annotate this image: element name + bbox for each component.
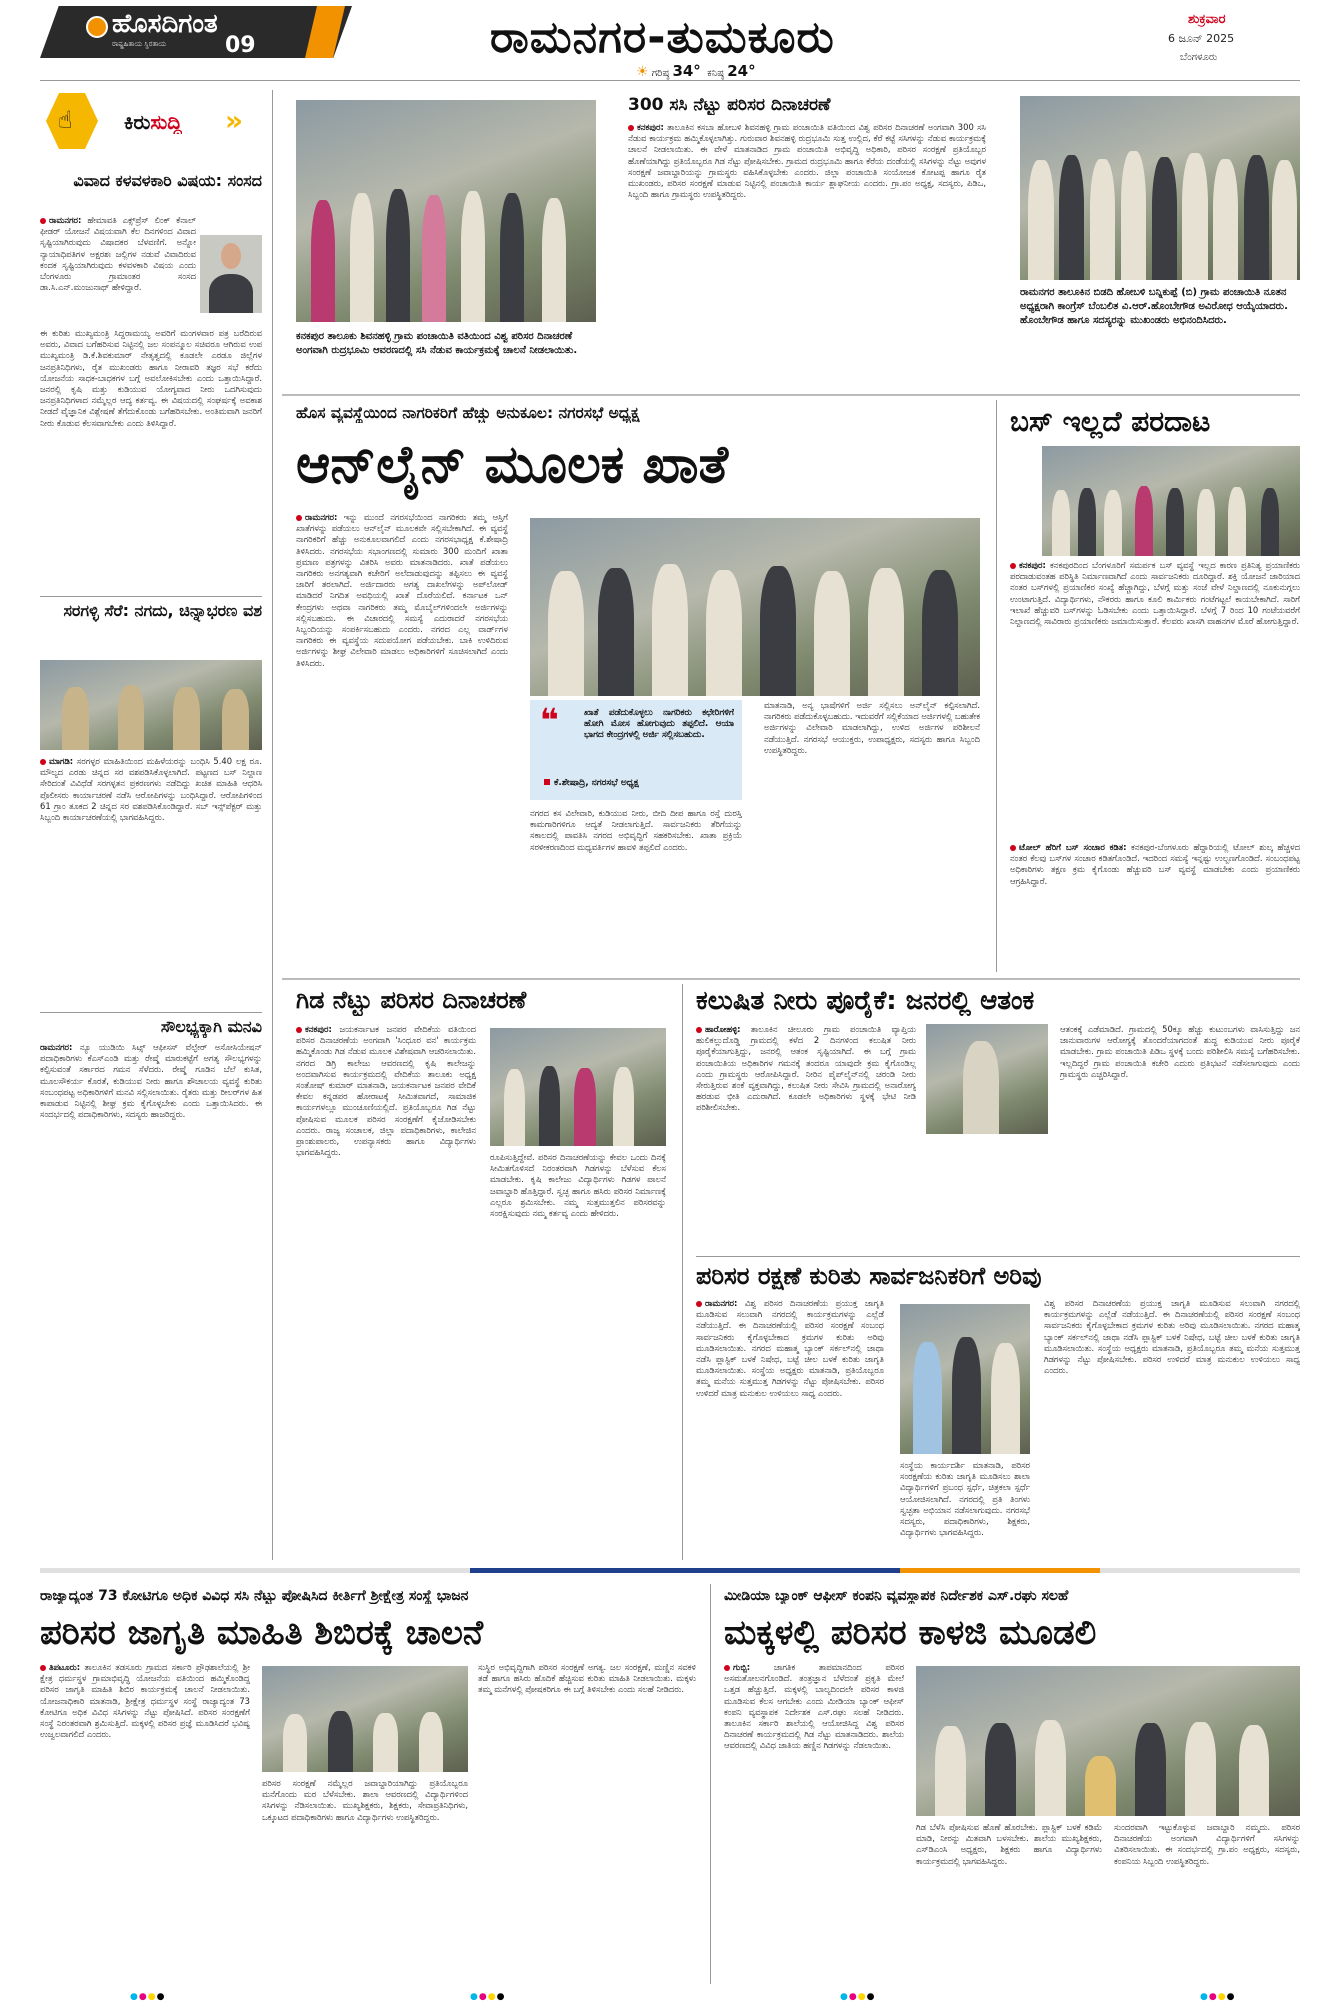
kids-body-2: ಗಿಡ ಬೆಳೆಸಿ ಪೋಷಿಸುವ ಹೊಣೆ ಹೊರಬೇಕು. ಪ್ಲಾಸ್ಟಿಕ್ ಬಳಕೆ ಕಡಿಮೆ ಮಾಡಿ, ನೀರನ್ನು ಮಿತವಾಗಿ ಬಳಸಬೇಕು. ಶಾಲೆಯ ಮುಖ್ಯಶಿಕ್ಷಕರು, ಎಸ್‌ಡಿಎಂಸಿ ಅಧ್ಯಕ್ಷರು, ಶಿಕ್ಷಕರು ಹಾಗೂ ವಿದ್ಯಾರ್ಥಿಗಳು ಕಾರ್ಯಕ್ರಮದಲ್ಲಿ ಭಾಗವಹಿಸಿದ್ದರು.	[916, 1822, 1102, 1866]
lead-body-3: ಮಾತನಾಡಿ, ಅನ್ಯ ಭಾಷೆಗಳಿಗೆ ಅರ್ಜಿ ಸಲ್ಲಿಸಲು ಅನ್‌ಲೈನ್ ಕಲ್ಪಿಸಲಾಗಿದೆ. ನಾಗರಿಕರು ಪಡೆದುಕೊಳ್ಳಬಹುದು. ಇದುವರೆಗೆ ಸಲ್ಲಿಕೆಯಾದ ಅರ್ಜಿಗಳಲ್ಲಿ ಬಹುತೇಕ ಅರ್ಜಿಗಳನ್ನು ವಿಲೇವಾರಿ ಮಾಡಲಾಗಿದ್ದು, ಉಳಿದ ಅರ್ಜಿಗಳ ಪರಿಶೀಲನೆ ನಡೆಯುತ್ತಿದೆ. ನಗರಸಭೆ ಆಯುಕ್ತರು, ಉಪಾಧ್ಯಕ್ಷರು, ಸದಸ್ಯರು ಹಾಗೂ ಸಿಬ್ಬಂದಿ ಉಪಸ್ಥಿತರಿದ್ದರು.	[764, 700, 980, 755]
color-bar-grey-2	[1100, 1568, 1300, 1573]
bus-dateline: ಕನಕಪುರ:	[1019, 560, 1046, 570]
edition-title: ರಾಮನಗರ-ತುಮಕೂರು	[490, 12, 835, 63]
kiru-story1-body: ಈ ಕುರಿತು ಮುಖ್ಯಮಂತ್ರಿ ಸಿದ್ದರಾಮಯ್ಯ ಅವರಿಗೆ ಮಂಗಳವಾರ ಪತ್ರ ಬರೆದಿರುವ ಅವರು, ವಿವಾದ ಬಗೆಹರಿಸುವ ನಿಟ್ಟಿನಲ್ಲಿ ಜಲ ಸಂಪನ್ಮೂಲ ಸಚಿವರೂ ಆಗಿರುವ ಉಪ ಮುಖ್ಯಮಂತ್ರಿ ಡಿ.ಕೆ.ಶಿವಕುಮಾರ್ ನೇತೃತ್ವದಲ್ಲಿ ಕೂಡಲೇ ಎರಡೂ ಜಿಲ್ಲೆಗಳ ಜನಪ್ರತಿನಿಧಿಗಳು, ರೈತ ಮುಖಂಡರು ಹಾಗೂ ನೀರಾವರಿ ತಜ್ಞರ ಸಭೆ ಕರೆದು ಯೋಜನೆಯ ಸಾಧಕ-ಬಾಧಕಗಳ ಬಗ್ಗೆ ಅವಲೋಕಿಸಬೇಕು ಎಂದು ಒತ್ತಾಯಿಸಿದ್ದಾರೆ. ಜನರಲ್ಲಿ ಕೃಷಿ ಮತ್ತು ಕುಡಿಯುವ ಯೋಗ್ಯವಾದ ನೀರು ಒದಗಿಸುವುದು ಜನಪ್ರತಿನಿಧಿಗಳಾದ ನಮ್ಮೆಲ್ಲರ ಆದ್ಯ ಕರ್ತವ್ಯ. ಈ ವಿಷಯದಲ್ಲಿ ಸಂಘರ್ಷಕ್ಕೆ ಅವಕಾಶ ನೀಡದೆ ವೈಜ್ಞಾನಿಕ ವಿಶ್ಲೇಷಣೆ ತೆಗೆದುಕೊಂಡು ಬಗೆಹರಿಸಬೇಕು. ಅಂತಿಮವಾಗಿ ಜನರಿಗೆ ನೀರು ಕೊಡುವ ಕೆಲಸವಾಗಬೇಕು ಎಂದು ತಿಳಿಸಿದ್ದಾರೆ.	[40, 328, 262, 428]
plant-headline[interactable]: ಗಿಡ ನೆಟ್ಟು ಪರಿಸರ ದಿನಾಚರಣೆ	[296, 986, 527, 1014]
registration-dots-4: ●●●●	[1200, 1992, 1236, 2002]
kiru-story3-dateline: ರಾಮನಗರ:	[40, 1042, 73, 1052]
kiru-story2-dateline: ಮಾಗಡಿ:	[49, 756, 74, 766]
bus-body-2	[1010, 842, 1300, 972]
lead-headline[interactable]: ಆನ್‌ಲೈನ್ ಮೂಲಕ ಖಾತೆ	[296, 435, 729, 495]
bus-text: ಕನಕಪುರದಿಂದ ಬೆಂಗಳೂರಿಗೆ ಸಮರ್ಪಕ ಬಸ್ ವ್ಯವಸ್ಥೆ ಇಲ್ಲದ ಕಾರಣ ಪ್ರತಿನಿತ್ಯ ಪ್ರಯಾಣಿಕರು ಪರದಾಡುವಂತಹ ಪರಿಸ್ಥಿತಿ ನಿರ್ಮಾಣವಾಗಿದೆ ಎಂದು ಸಾರ್ವಜನಿಕರು ದೂರಿದ್ದಾರೆ. ಶಕ್ತಿ ಯೋಜನೆ ಜಾರಿಯಾದ ನಂತರ ಬಸ್‌ಗಳಲ್ಲಿ ಪ್ರಯಾಣಿಕರ ಸಂಖ್ಯೆ ಹೆಚ್ಚಾಗಿದ್ದು, ಬೆಳಗ್ಗೆ ಮತ್ತು ಸಂಜೆ ವೇಳೆ ನಿಲ್ದಾಣದಲ್ಲಿ ನೂಕುನುಗ್ಗಲು ಉಂಟಾಗುತ್ತಿದೆ. ವಿದ್ಯಾರ್ಥಿಗಳು, ನೌಕರರು ಹಾಗೂ ಕೂಲಿ ಕಾರ್ಮಿಕರು ಗಂಟೆಗಟ್ಟಲೆ ಕಾಯಬೇಕಾಗಿದೆ. ಸಾರಿಗೆ ಇಲಾಖೆ ಹೆಚ್ಚುವರಿ ಬಸ್‌ಗಳನ್ನು ಓಡಿಸಬೇಕು ಎಂದು ಒತ್ತಾಯಿಸಿದ್ದಾರೆ. ಬೆಳಗ್ಗೆ 7 ರಿಂದ 10 ಗಂಟೆಯವರೆಗೆ ನಿಲ್ದಾಣದಲ್ಲಿ ಸಾವಿರಾರು ಪ್ರಯಾಣಿಕರು ಜಮಾಯಿಸುತ್ತಾರೆ. ಕೆಲವರು ಖಾಸಗಿ ವಾಹನಗಳ ಮೊರೆ ಹೋಗುತ್ತಿದ್ದಾರೆ.	[1010, 560, 1300, 627]
police-press-photo	[40, 660, 262, 750]
plant-dateline: ಕನಕಪುರ:	[305, 1024, 332, 1034]
env-day-dateline: ಕನಕಪುರ:	[637, 122, 664, 132]
weather-strip	[636, 62, 756, 80]
square-bullet-icon	[544, 779, 550, 785]
chevron-right-icon: »	[225, 104, 244, 137]
kids-text: ಜಾಗತಿಕ ತಾಪಮಾನದಿಂದ ಪರಿಸರ ಅಸಮತೋಲನಗೊಂಡಿದೆ. ತಂತ್ರಜ್ಞಾನ ಬೆಳೆದಂತೆ ಪ್ರಕೃತಿ ಮೇಲೆ ಒತ್ತಡ ಹೆಚ್ಚುತ್ತಿದೆ. ಮಕ್ಕಳಲ್ಲಿ ಬಾಲ್ಯದಿಂದಲೇ ಪರಿಸರ ಕಾಳಜಿ ಮೂಡಿಸುವ ಕೆಲಸ ಆಗಬೇಕು ಎಂದು ಮೀಡಿಯಾ ಬ್ಯಾಂಕ್ ಆಫೀಸ್ ಕಂಪನಿ ವ್ಯವಸ್ಥಾಪಕ ನಿರ್ದೇಶಕ ಎಸ್.ರಘು ಸಲಹೆ ನೀಡಿದರು. ತಾಲೂಕಿನ ಸರ್ಕಾರಿ ಶಾಲೆಯಲ್ಲಿ ಆಯೋಜಿಸಿದ್ದ ವಿಶ್ವ ಪರಿಸರ ದಿನಾಚರಣೆ ಕಾರ್ಯಕ್ರಮದಲ್ಲಿ ಗಿಡ ನೆಟ್ಟು ಮಾತನಾಡಿದರು. ಶಾಲೆಯ ಆವರಣದಲ್ಲಿ ವಿವಿಧ ಜಾತಿಯ ಹಣ್ಣಿನ ಗಿಡಗಳನ್ನು ನೆಡಲಾಯಿತು.	[724, 1662, 904, 1751]
camp-body	[40, 1662, 250, 1980]
kiru-story3-text: ನ್ಯೂ ಯುಡಿಯಿ ಸಿಟ್ಸ್ ಆಫೀಸಸ್ ವೆಲ್ಫೇರ್ ಅಸೋಸಿಯೇಷನ್ ಪದಾಧಿಕಾರಿಗಳು ಕೆಎಸ್ಎಂಡಿ ಮತ್ತು ರೇಷ್ಮೆ ಮಾರುಕಟ್ಟೆಗೆ ಅಗತ್ಯ ಸೌಲಭ್ಯಗಳನ್ನು ಕಲ್ಪಿಸುವಂತೆ ಸರ್ಕಾರದ ಗಮನ ಸೆಳೆದರು. ರೇಷ್ಮೆ ಗೂಡಿನ ಬೆಲೆ ಕುಸಿತ, ಮೂಲಸೌಕರ್ಯ ಕೊರತೆ, ಕುಡಿಯುವ ನೀರು ಹಾಗೂ ಶೌಚಾಲಯ ವ್ಯವಸ್ಥೆ ಕುರಿತು ಸಂಬಂಧಪಟ್ಟ ಅಧಿಕಾರಿಗಳಿಗೆ ಮನವಿ ಸಲ್ಲಿಸಲಾಯಿತು. ರೈತರು ಮತ್ತು ರೀಲರ್‌ಗಳ ಹಿತ ಕಾಪಾಡುವ ನಿಟ್ಟಿನಲ್ಲಿ ಶೀಘ್ರ ಕ್ರಮ ಕೈಗೊಳ್ಳಬೇಕು ಎಂದು ಒತ್ತಾಯಿಸಿದರು. ಈ ಸಂದರ್ಭದಲ್ಲಿ ಪದಾಧಿಕಾರಿಗಳು, ಸದಸ್ಯರು ಹಾಜರಿದ್ದರು.	[40, 1042, 262, 1120]
registration-dots-2: ●●●●	[470, 1992, 506, 2002]
water-headline[interactable]: ಕಲುಷಿತ ನೀರು ಪೂರೈಕೆ: ಜನರಲ್ಲಿ ಆತಂಕ	[696, 986, 1035, 1016]
kiru-story1-lead	[40, 215, 196, 325]
kiru-story3-body	[40, 1042, 262, 1562]
water-body	[696, 1024, 916, 1254]
plant-text: ಜಯಕರ್ನಾಟಕ ಜನಪರ ವೇದಿಕೆಯ ವತಿಯಿಂದ ಪರಿಸರ ದಿನಾಚರಣೆಯ ಅಂಗವಾಗಿ 'ಸಿಂಧೂರ ವನ' ಕಾರ್ಯಕ್ರಮ ಹಮ್ಮಿಕೊಂಡು ಗಿಡ ನೆಡುವ ಮೂಲಕ ವಿಶೇಷವಾಗಿ ಆಚರಿಸಲಾಯಿತು. ನಗರದ ಡಿಗ್ರಿ ಕಾಲೇಜು ಆವರಣದಲ್ಲಿ ಕೃಷಿ ಕಾಲೇಜನ್ನು ಅಂದವಾಗಿಸುವ ಕಾರ್ಯಕ್ರಮದಲ್ಲಿ ವೇದಿಕೆಯ ತಾಲೂಕು ಅಧ್ಯಕ್ಷ ಸಂತೋಷ್ ಕುಮಾರ್ ಮಾತನಾಡಿ, ಜಯಕರ್ನಾಟಕ ಜನಪರ ವೇದಿಕೆ ಕೇವಲ ಕನ್ನಡಪರ ಹೋರಾಟಕ್ಕೆ ಸೀಮಿತವಾಗದೆ, ಸಾಮಾಜಿಕ ಕಾರ್ಯಗಳಲ್ಲೂ ಮುಂಚೂಣಿಯಲ್ಲಿದೆ. ಪ್ರತಿಯೊಬ್ಬರೂ ಗಿಡ ನೆಟ್ಟು ಪೋಷಿಸುವ ಮೂಲಕ ಪರಿಸರ ಸಂರಕ್ಷಣೆಗೆ ಕೈಜೋಡಿಸಬೇಕು ಎಂದರು. ರಾಜ್ಯ ಸಂಚಾಲಕ, ಜಿಲ್ಲಾ ಪದಾಧಿಕಾರಿಗಳು, ಕಾಲೇಜಿನ ಪ್ರಾಂಶುಪಾಲರು, ಉಪನ್ಯಾಸಕರು ಹಾಗೂ ವಿದ್ಯಾರ್ಥಿಗಳು ಭಾಗವಹಿಸಿದ್ದರು.	[296, 1024, 476, 1158]
camp-headline[interactable]: ಪರಿಸರ ಜಾಗೃತಿ ಮಾಹಿತಿ ಶಿಬಿರಕ್ಕೆ ಚಾಲನೆ	[40, 1613, 484, 1653]
kiru-divider-1	[40, 596, 262, 597]
kids-body-3: ಸುಂದರವಾಗಿ ಇಟ್ಟುಕೊಳ್ಳುವ ಜವಾಬ್ದಾರಿ ನಮ್ಮದು. ಪರಿಸರ ದಿನಾಚರಣೆಯ ಅಂಗವಾಗಿ ವಿದ್ಯಾರ್ಥಿಗಳಿಗೆ ಸಸಿಗಳನ್ನು ವಿತರಿಸಲಾಯಿತು. ಈ ಸಂದರ್ಭದಲ್ಲಿ ಗ್ರಾ.ಪಂ ಅಧ್ಯಕ್ಷರು, ಸದಸ್ಯರು, ಕಂಪನಿಯ ಸಿಬ್ಬಂದಿ ಉಪಸ್ಥಿತರಿದ್ದರು.	[1114, 1822, 1300, 1866]
kiru-story2-text: ಸರಗಳ್ಳರ ಮಾಹಿತಿಯಿಂದ ಮಹಿಳೆಯರನ್ನು ಬಂಧಿಸಿ 5.40 ಲಕ್ಷ ರೂ. ಮೌಲ್ಯದ ಎರಡು ಚಿನ್ನದ ಸರ ವಶಪಡಿಸಿಕೊಳ್ಳಲಾಗಿದೆ. ಪಟ್ಟಣದ ಬಸ್ ನಿಲ್ದಾಣ ಸೇರಿದಂತೆ ವಿವಿಧೆಡೆ ಸರಗಳ್ಳತನ ಪ್ರಕರಣಗಳು ನಡೆದಿದ್ದು ಖಚಿತ ಮಾಹಿತಿ ಆಧರಿಸಿ ಪೊಲೀಸರು ಕಾರ್ಯಾಚರಣೆ ನಡೆಸಿ ಆರೋಪಿಗಳನ್ನು ಬಂಧಿಸಿದ್ದಾರೆ. ಆರೋಪಿಗಳಿಂದ 61 ಗ್ರಾಂ ತೂಕದ 2 ಚಿನ್ನದ ಸರ ವಶಪಡಿಸಿಕೊಂಡಿದ್ದಾರೆ. ಸಬ್ ಇನ್ಸ್‌ಪೆಕ್ಟರ್ ಮತ್ತು ಸಿಬ್ಬಂದಿ ಕಾರ್ಯಾಚರಣೆಯಲ್ಲಿ ಭಾಗವಹಿಸಿದ್ದರು.	[40, 756, 262, 823]
water-dateline: ಹಾರೋಹಳ್ಳಿ:	[705, 1024, 741, 1034]
camp-text: ತಾಲೂಕಿನ ತಡಸೂರು ಗ್ರಾಮದ ಸರ್ಕಾರಿ ಪ್ರೌಢಶಾಲೆಯಲ್ಲಿ ಶ್ರೀ ಕ್ಷೇತ್ರ ಧರ್ಮಸ್ಥಳ ಗ್ರಾಮಾಭಿವೃದ್ಧಿ ಯೋಜನೆಯ ವತಿಯಿಂದ ಹಮ್ಮಿಕೊಂಡಿದ್ದ ಪರಿಸರ ಜಾಗೃತಿ ಮಾಹಿತಿ ಶಿಬಿರ ಕಾರ್ಯಕ್ರಮಕ್ಕೆ ಚಾಲನೆ ನೀಡಲಾಯಿತು. ಯೋಜನಾಧಿಕಾರಿ ಮಾತನಾಡಿ, ಶ್ರೀಕ್ಷೇತ್ರ ಧರ್ಮಸ್ಥಳ ಸಂಸ್ಥೆ ರಾಜ್ಯಾದ್ಯಂತ 73 ಕೋಟಿಗೂ ಅಧಿಕ ವಿವಿಧ ಸಸಿಗಳನ್ನು ನೆಟ್ಟು ಪೋಷಿಸಿದೆ. ಪರಿಸರ ಸಂರಕ್ಷಣೆಗೆ ಸಂಸ್ಥೆ ನಿರಂತರವಾಗಿ ಶ್ರಮಿಸುತ್ತಿದೆ. ಮಕ್ಕಳಲ್ಲಿ ಪರಿಸರ ಪ್ರಜ್ಞೆ ಮೂಡಿಸಿದರೆ ಭವಿಷ್ಯ ಉಜ್ವಲವಾಗಲಿದೆ ಎಂದರು.	[40, 1662, 250, 1740]
quote-icon: ❝	[540, 701, 559, 739]
kiru-story2-headline[interactable]: ಸರಗಳ್ಳಿ ಸೆರೆ: ನಗದು, ಚಿನ್ನಾಭರಣ ವಶ	[63, 601, 262, 620]
awareness-caption-text: ಸಂಸ್ಥೆಯ ಕಾರ್ಯದರ್ಶಿ ಮಾತನಾಡಿ, ಪರಿಸರ ಸಂರಕ್ಷಣೆಯ ಕುರಿತು ಜಾಗೃತಿ ಮೂಡಿಸಲು ಶಾಲಾ ವಿದ್ಯಾರ್ಥಿಗಳಿಗೆ ಪ್ರಬಂಧ ಸ್ಪರ್ಧೆ, ಚಿತ್ರಕಲಾ ಸ್ಪರ್ಧೆ ಆಯೋಜಿಸಲಾಗಿದೆ. ನಗರದಲ್ಲಿ ಪ್ರತಿ ತಿಂಗಳು ಸ್ವಚ್ಛತಾ ಅಭಿಯಾನ ನಡೆಸಲಾಗುವುದು. ನಗರಸಭೆ ಸದಸ್ಯರು, ಪದಾಧಿಕಾರಿಗಳು, ಶಿಕ್ಷಕರು, ವಿದ್ಯಾರ್ಥಿಗಳು ಭಾಗವಹಿಸಿದ್ದರು.	[900, 1460, 1030, 1538]
kiru-title-a: ಕಿರು	[124, 110, 151, 134]
plant-right-divider	[682, 984, 683, 1560]
page-number: 09	[225, 33, 256, 58]
kiru-story3-headline[interactable]: ಸೌಲಭ್ಯಕ್ಕಾಗಿ ಮನವಿ	[160, 1017, 262, 1036]
registration-dots-1: ●●●●	[130, 1992, 166, 2002]
awareness-headline[interactable]: ಪರಿಸರ ರಕ್ಷಣೆ ಕುರಿತು ಸಾರ್ವಜನಿಕರಿಗೆ ಅರಿವು	[696, 1262, 1042, 1290]
honor-caption: ರಾಮನಗರ ತಾಲೂಕಿನ ಬಿಡದಿ ಹೋಬಳಿ ಬನ್ನಿಕುಪ್ಪೆ (ಬಿ) ಗ್ರಾಮ ಪಂಚಾಯಿತಿ ನೂತನ ಅಧ್ಯಕ್ಷರಾಗಿ ಕಾಂಗ್ರೆಸ್ ಬೆಂಬಲಿತ ವಿ.ಆರ್.ಹೊಂಬೇಗೌಡ ಅವಿರೋಧ ಆಯ್ಕೆಯಾದರು. ಹೊಂಬೇಗೌಡ ಹಾಗೂ ಸದಸ್ಯರನ್ನು ಮುಖಂಡರು ಅಭಿನಂದಿಸಿದರು.	[1020, 287, 1288, 326]
water-body-2: ಆತಂಕಕ್ಕೆ ಎಡೆಮಾಡಿದೆ. ಗ್ರಾಮದಲ್ಲಿ 50ಕ್ಕೂ ಹೆಚ್ಚು ಕುಟುಂಬಗಳು ವಾಸಿಸುತ್ತಿದ್ದು ಜನ ಜಾನುವಾರುಗಳ ಆರೋಗ್ಯಕ್ಕೆ ತೊಂದರೆಯಾಗದಂತೆ ಶುದ್ಧ ಕುಡಿಯುವ ನೀರು ಪೂರೈಕೆ ಮಾಡಬೇಕು. ಗ್ರಾಮ ಪಂಚಾಯಿತಿ ಪಿಡಿಒ ಸ್ಥಳಕ್ಕೆ ಬಂದು ಪರಿಶೀಲಿಸಿ ಸಮಸ್ಯೆ ಬಗೆಹರಿಸಬೇಕು. ಇಲ್ಲದಿದ್ದರೆ ಗ್ರಾಮ ಪಂಚಾಯಿತಿ ಕಚೇರಿ ಎದುರು ಪ್ರತಿಭಟನೆ ನಡೆಸಲಾಗುವುದು ಎಂದು ಗ್ರಾಮಸ್ಥರು ಎಚ್ಚರಿಸಿದ್ದಾರೆ.	[1060, 1024, 1300, 1079]
column-divider-left	[272, 90, 273, 1560]
camp-photo	[262, 1666, 468, 1772]
env-day-body	[628, 122, 986, 387]
env-day-headline[interactable]: 300 ಸಸಿ ನೆಟ್ಟು ಪರಿಸರ ದಿನಾಚರಣೆ	[628, 95, 831, 115]
kiru-title-b: ಸುದ್ದಿ	[150, 110, 183, 134]
paper-tagline: ರಾಷ್ಟ್ರಹಿತಾಯ ಸ್ಥಿರತಾಯ	[112, 40, 167, 48]
bus-subhead: ಟೋಲ್ ಹೆರಿಗೆ ಬಸ್ ಸಂಚಾರ ಕಡಿತ:	[1019, 842, 1127, 852]
water-divider	[696, 1256, 1300, 1257]
hand-point-icon: ☝	[58, 106, 73, 134]
camp-dateline: ತಿಪಟೂರು:	[49, 1662, 81, 1672]
env-day-text: ತಾಲೂಕಿನ ಕಸಬಾ ಹೋಬಳಿ ಶಿವನಹಳ್ಳಿ ಗ್ರಾಮ ಪಂಚಾಯಿತಿ ವತಿಯಿಂದ ವಿಶ್ವ ಪರಿಸರ ದಿನಾಚರಣೆ ಅಂಗವಾಗಿ 300 ಸಸಿ ನೆಡುವ ಕಾರ್ಯಕ್ರಮ ಹಮ್ಮಿಕೊಳ್ಳಲಾಗಿತ್ತು. ಗುರುವಾರ ಶಿವನಹಳ್ಳಿ ರುದ್ರಭೂಮಿ ಸುತ್ತ ಉಲ್ಲಿದ, ಕೆರೆ ಕಟ್ಟೆ ಸಸಿಗಳನ್ನು ನೆಡುವ ಕಾರ್ಯಕ್ರಮಕ್ಕೆ ಚಾಲನೆ ನೀಡಲಾಯಿತು. ಈ ವೇಳೆ ಮಾತನಾಡಿದ ಗ್ರಾಮ ಪಂಚಾಯಿತಿ ಅಭಿವೃದ್ಧಿ ಅಧಿಕಾರಿ, ಪರಿಸರ ಸಂರಕ್ಷಣೆ ಪ್ರತಿಯೊಬ್ಬರ ಹೊಣೆಯಾಗಿದ್ದು ಪ್ರತಿಯೊಬ್ಬರೂ ಗಿಡ ನೆಟ್ಟು ಪೋಷಿಸಬೇಕು. ಗ್ರಾಮದ ರುದ್ರಭೂಮಿ ಹಾಗೂ ಕೆರೆಯ ದಂಡೆಯಲ್ಲಿ ಸಸಿಗಳನ್ನು ನೆಟ್ಟು ಅವುಗಳ ಸಂರಕ್ಷಣೆ ಜವಾಬ್ದಾರಿಯನ್ನು ಗ್ರಾಮಸ್ಥರು ವಹಿಸಿಕೊಳ್ಳಬೇಕು ಎಂದರು. ಜಿಲ್ಲಾ ಪಂಚಾಯಿತಿ ಸಂಯೋಜಕ ಕೋಟಪ್ಪ ಹಾಗೂ ರೈತ ಮುಖಂಡರು, ಪರಿಸರ ಸಂರಕ್ಷಣೆ ಮಾಡುವ ನಿಟ್ಟಿನಲ್ಲಿ ಪಂಚಾಯಿತಿ ಕಾರ್ಯ ಶ್ಲಾಘನೀಯ ಎಂದರು. ಗ್ರಾ.ಪಂ ಅಧ್ಯಕ್ಷ, ಸದಸ್ಯರು, ಪಿಡಿಒ, ಸಿಬ್ಬಂದಿ ಹಾಗೂ ಗ್ರಾಮಸ್ಥರು ಉಪಸ್ಥಿತರಿದ್ದರು.	[628, 122, 986, 200]
lead-right-divider	[996, 400, 997, 972]
lead-body-1-text: ಇನ್ನು ಮುಂದೆ ನಗರಸಭೆಯಿಂದ ನಾಗರಿಕರು ತಮ್ಮ ಆಸ್ತಿಗೆ ಖಾತೆಗಳನ್ನು ಪಡೆಯಲು ಆನ್‌ಲೈನ್ ಮೂಲಕವೇ ಸಲ್ಲಿಸಬೇಕಾಗಿದೆ. ಈ ವ್ಯವಸ್ಥೆ ನಾಗರಿಕರಿಗೆ ಹೆಚ್ಚು ಅನುಕೂಲವಾಗಲಿದೆ ಎಂದು ನಗರಸಭಾಧ್ಯಕ್ಷ ಕೆ.ಶೇಷಾದ್ರಿ ತಿಳಿಸಿದರು. ನಗರಸಭೆಯ ಸಭಾಂಗಣದಲ್ಲಿ ಸುಮಾರು 300 ಮಂದಿಗೆ ಖಾತಾ ಪ್ರಮಾಣ ಪತ್ರಗಳನ್ನು ವಿತರಿಸಿ ಅವರು ಮಾತನಾಡಿದರು. ಖಾತೆ ಪಡೆಯಲು ನಾಗರಿಕರು ಅನಗತ್ಯವಾಗಿ ಕಚೇರಿಗೆ ಅಲೆದಾಡುವುದನ್ನು ತಪ್ಪಿಸಲು ಈ ವ್ಯವಸ್ಥೆ ಜಾರಿಗೆ ತರಲಾಗಿದೆ. ಅರ್ಜಿದಾರರು ಅಗತ್ಯ ದಾಖಲೆಗಳನ್ನು ಅಪ್‌ಲೋಡ್ ಮಾಡಿದರೆ ನಿಗದಿತ ಅವಧಿಯಲ್ಲಿ ಖಾತೆ ದೊರೆಯಲಿದೆ. ಕರ್ನಾಟಕ ಒನ್ ಕೇಂದ್ರಗಳು ಅಥವಾ ನಾಗರಿಕರು ತಮ್ಮ ಮೊಬೈಲ್‌ಗಳಿಂದಲೇ ಅರ್ಜಿಗಳನ್ನು ಸಲ್ಲಿಸಬಹುದು. ಈ ವಿಚಾರದಲ್ಲಿ ಸಮಸ್ಯೆ ಎದುರಾದರೆ ನಗರಸಭೆಯ ಸಿಬ್ಬಂದಿಯನ್ನು ಸಂಪರ್ಕಿಸಬಹುದು ಎಂದರು. ನಗರದ ಎಲ್ಲ ವಾರ್ಡ್‌ಗಳ ನಾಗರಿಕರು ಈ ವ್ಯವಸ್ಥೆಯ ಸದುಪಯೋಗ ಪಡೆಯಬೇಕು. ಬಾಕಿ ಉಳಿದಿರುವ ಅರ್ಜಿಗಳನ್ನು ಶೀಘ್ರ ವಿಲೇವಾರಿ ಮಾಡಲು ಅಧಿಕಾರಿಗಳಿಗೆ ಸೂಚಿಸಲಾಗಿದೆ ಎಂದು ತಿಳಿಸಿದರು.	[296, 512, 508, 668]
bus-stand-crowd-photo	[1042, 446, 1300, 556]
kiru-divider-2	[40, 1012, 262, 1013]
plant-event-photo	[490, 1028, 666, 1146]
water-bottle-photo	[926, 1024, 1048, 1134]
awareness-body-2: ವಿಶ್ವ ಪರಿಸರ ದಿನಾಚರಣೆಯ ಪ್ರಯುಕ್ತ ಜಾಗೃತಿ ಮೂಡಿಸುವ ಸಲುವಾಗಿ ನಗರದಲ್ಲಿ ಕಾರ್ಯಕ್ರಮಗಳನ್ನು ಎಲ್ಲೆಡೆ ನಡೆಯುತ್ತಿದೆ. ಈ ದಿನಾಚರಣೆಯಲ್ಲಿ ಪರಿಸರ ಸಂರಕ್ಷಣೆ ಸಂಬಂಧ ಸಾರ್ವಜನಿಕರು ಕೈಗೊಳ್ಳಬೇಕಾದ ಕ್ರಮಗಳ ಕುರಿತು ಅರಿವು ಮೂಡಿಸಲಾಯಿತು. ನಗರದ ಮಹಾತ್ಮ ಬ್ಯಾಂಕ್ ಸರ್ಕಲ್‌ನಲ್ಲಿ ಜಾಥಾ ನಡೆಸಿ ಪ್ಲಾಸ್ಟಿಕ್ ಬಳಕೆ ನಿಷೇಧ, ಬಟ್ಟೆ ಚೀಲ ಬಳಕೆ ಕುರಿತು ಜಾಗೃತಿ ಮೂಡಿಸಲಾಯಿತು. ಸಂಸ್ಥೆಯ ಅಧ್ಯಕ್ಷರು ಮಾತನಾಡಿ, ಪ್ರತಿಯೊಬ್ಬರೂ ತಮ್ಮ ಮನೆಯ ಸುತ್ತಮುತ್ತ ಗಿಡಗಳನ್ನು ನೆಟ್ಟು ಪೋಷಿಸಬೇಕು. ಪರಿಸರ ಉಳಿದರೆ ಮಾತ್ರ ಮನುಕುಲ ಉಳಿಯಲು ಸಾಧ್ಯ ಎಂದರು.	[1044, 1298, 1300, 1376]
kiru-story1-headline[interactable]: ವಿವಾದ ಕಳವಳಕಾರಿ ವಿಷಯ: ಸಂಸದ	[73, 171, 262, 190]
kids-planting-photo	[916, 1666, 1300, 1816]
awareness-body	[696, 1298, 884, 1560]
weather-max: 34°	[672, 62, 701, 80]
weather-min: 24°	[727, 62, 756, 80]
color-bar-blue	[470, 1568, 900, 1573]
pullquote-box	[530, 700, 742, 800]
kiru-story1-lead-text: ಹೇಮಾವತಿ ಎಕ್ಸ್‌ಪ್ರೆಸ್ ಲಿಂಕ್ ಕೆನಾಲ್ ಫೀಡರ್ ಯೋಜನೆ ವಿಷಯವಾಗಿ ಕೆಲ ದಿನಗಳಿಂದ ವಿವಾದ ಸೃಷ್ಟಿಯಾಗಿರುವುದು ವಿಷಾದಕರ ಬೆಳವಣಿಗೆ. ಅನ್ನೋ ನ್ಯಾಯಾಧಿಪತಿಗಳ ಅಕ್ಷರಶಃ ಜಲ್ಲಿಗಳ ನಡುವೆ ವಿವಾದಿರುವ ಕಂದಕ ಸೃಷ್ಟಿಯಾಗಿರುವುದು ಕಳವಳಕಾರಿ ವಿಷಯ ಎಂದು ಬೆಂಗಳೂರು ಗ್ರಾಮಾಂತರ ಸಂಸದ ಡಾ.ಸಿ.ಎನ್.ಮಂಜುನಾಥ್ ಹೇಳಿದ್ದಾರೆ.	[40, 215, 196, 293]
plant-body	[296, 1024, 476, 1554]
lead-body-1	[296, 512, 508, 972]
plant-body-2: ರೂಪಿಸುತ್ತಿದ್ದೇವೆ. ಪರಿಸರ ದಿನಾಚರಣೆಯನ್ನು ಕೇವಲ ಒಂದು ದಿನಕ್ಕೆ ಸೀಮಿತಗೊಳಿಸದೆ ನಿರಂತರವಾಗಿ ಗಿಡಗಳನ್ನು ಬೆಳೆಸುವ ಕೆಲಸ ಮಾಡಬೇಕು. ಕೃಷಿ ಕಾಲೇಜು ವಿದ್ಯಾರ್ಥಿಗಳು ಗಿಡಗಳ ಪಾಲನೆ ಜವಾಬ್ದಾರಿ ಹೊತ್ತಿದ್ದಾರೆ. ಸ್ವಚ್ಛ ಹಾಗೂ ಹಸಿರು ಪರಿಸರ ನಿರ್ಮಾಣಕ್ಕೆ ಎಲ್ಲರೂ ಶ್ರಮಿಸಬೇಕು. ನಮ್ಮ ಸುತ್ತಮುತ್ತಲಿನ ಪರಿಸರವನ್ನು ಸಂರಕ್ಷಿಸುವುದು ನಮ್ಮ ಕರ್ತವ್ಯ ಎಂದು ಹೇಳಿದರು.	[490, 1152, 666, 1219]
color-bar-orange	[900, 1568, 1100, 1573]
middle-row-divider	[282, 978, 1300, 980]
camp-body-2: ಪರಿಸರ ಸಂರಕ್ಷಣೆ ನಮ್ಮೆಲ್ಲರ ಜವಾಬ್ದಾರಿಯಾಗಿದ್ದು ಪ್ರತಿಯೊಬ್ಬರೂ ಮನೆಗೊಂದು ಮರ ಬೆಳೆಸಬೇಕು. ಶಾಲಾ ಆವರಣದಲ್ಲಿ ವಿದ್ಯಾರ್ಥಿಗಳಿಂದ ಸಸಿಗಳನ್ನು ನೆಡಿಸಲಾಯಿತು. ಮುಖ್ಯಶಿಕ್ಷಕರು, ಶಿಕ್ಷಕರು, ಸೇವಾಪ್ರತಿನಿಧಿಗಳು, ಒಕ್ಕೂಟದ ಪದಾಧಿಕಾರಿಗಳು ಹಾಗೂ ವಿದ್ಯಾರ್ಥಿಗಳು ಉಪಸ್ಥಿತರಿದ್ದರು.	[262, 1778, 468, 1822]
kids-headline[interactable]: ಮಕ್ಕಳಲ್ಲಿ ಪರಿಸರ ಕಾಳಜಿ ಮೂಡಲಿ	[724, 1613, 1097, 1653]
lead-kicker: ಹೊಸ ವ್ಯವಸ್ಥೆಯಿಂದ ನಾಗರಿಕರಿಗೆ ಹೆಚ್ಚು ಅನುಕೂಲ: ನಗರಸಭೆ ಅಧ್ಯಕ್ಷ	[296, 404, 640, 422]
awareness-text: ವಿಶ್ವ ಪರಿಸರ ದಿನಾಚರಣೆಯ ಪ್ರಯುಕ್ತ ಜಾಗೃತಿ ಮೂಡಿಸುವ ಸಲುವಾಗಿ ನಗರದಲ್ಲಿ ಕಾರ್ಯಕ್ರಮಗಳನ್ನು ಎಲ್ಲೆಡೆ ನಡೆಯುತ್ತಿದೆ. ಈ ದಿನಾಚರಣೆಯಲ್ಲಿ ಪರಿಸರ ಸಂರಕ್ಷಣೆ ಸಂಬಂಧ ಸಾರ್ವಜನಿಕರು ಕೈಗೊಳ್ಳಬೇಕಾದ ಕ್ರಮಗಳ ಕುರಿತು ಅರಿವು ಮೂಡಿಸಲಾಯಿತು. ನಗರದ ಮಹಾತ್ಮ ಬ್ಯಾಂಕ್ ಸರ್ಕಲ್‌ನಲ್ಲಿ ಜಾಥಾ ನಡೆಸಿ ಪ್ಲಾಸ್ಟಿಕ್ ಬಳಕೆ ನಿಷೇಧ, ಬಟ್ಟೆ ಚೀಲ ಬಳಕೆ ಕುರಿತು ಜಾಗೃತಿ ಮೂಡಿಸಲಾಯಿತು. ಸಂಸ್ಥೆಯ ಅಧ್ಯಕ್ಷರು ಮಾತನಾಡಿ, ಪ್ರತಿಯೊಬ್ಬರೂ ತಮ್ಮ ಮನೆಯ ಸುತ್ತಮುತ್ತ ಗಿಡಗಳನ್ನು ನೆಟ್ಟು ಪೋಷಿಸಬೇಕು. ಪರಿಸರ ಉಳಿದರೆ ಮಾತ್ರ ಮನುಕುಲ ಉಳಿಯಲು ಸಾಧ್ಯ ಎಂದರು.	[696, 1298, 884, 1398]
sun-cloud-icon: ☀	[636, 64, 649, 80]
bus-text-2: ಕನಕಪುರ-ಬೆಂಗಳೂರು ಹೆದ್ದಾರಿಯಲ್ಲಿ ಟೋಲ್ ಶುಲ್ಕ ಹೆಚ್ಚಳದ ನಂತರ ಕೆಲವು ಬಸ್‌ಗಳ ಸಂಚಾರ ಕಡಿತಗೊಂಡಿದೆ. ಇದರಿಂದ ಸಮಸ್ಯೆ ಇನ್ನಷ್ಟು ಉಲ್ಬಣಗೊಂಡಿದೆ. ಸಂಬಂಧಪಟ್ಟ ಅಧಿಕಾರಿಗಳು ತಕ್ಷಣ ಕ್ರಮ ಕೈಗೊಂಡು ಹೆಚ್ಚುವರಿ ಬಸ್ ವ್ಯವಸ್ಥೆ ಮಾಡಬೇಕು ಎಂದು ಪ್ರಯಾಣಿಕರು ಆಗ್ರಹಿಸಿದ್ದಾರೆ.	[1010, 842, 1300, 886]
lead-body-2: ನಗರದ ಕಸ ವಿಲೇವಾರಿ, ಕುಡಿಯುವ ನೀರು, ಬೀದಿ ದೀಪ ಹಾಗೂ ರಸ್ತೆ ದುರಸ್ತಿ ಕಾಮಗಾರಿಗಳಿಗೂ ಆದ್ಯತೆ ನೀಡಲಾಗುತ್ತಿದೆ. ಸಾರ್ವಜನಿಕರು ತೆರಿಗೆಯನ್ನು ಸಕಾಲದಲ್ಲಿ ಪಾವತಿಸಿ ನಗರದ ಅಭಿವೃದ್ಧಿಗೆ ಸಹಕರಿಸಬೇಕು. ಖಾತಾ ಪ್ರಕ್ರಿಯೆ ಸರಳೀಕರಣದಿಂದ ಮಧ್ಯವರ್ತಿಗಳ ಹಾವಳಿ ತಪ್ಪಲಿದೆ ಎಂದರು.	[530, 808, 742, 852]
gram-panchayat-group-photo	[1020, 96, 1300, 280]
bus-body	[1010, 560, 1300, 840]
pullquote-text: ಖಾತೆ ಪಡೆದುಕೊಳ್ಳಲು ನಾಗರಿಕರು ಕಛೇರಿಗಳಿಗೆ ಹೋಗಿ ಮೋಸ ಹೋಗುವುದು ತಪ್ಪಲಿದೆ. ಆಯಾ ಭಾಗದ ಕೇಂದ್ರಗಳಲ್ಲಿ ಅರ್ಜಿ ಸಲ್ಲಿಸಬಹುದು.	[584, 708, 734, 741]
weather-max-label: ಗರಿಷ್ಠ	[651, 68, 670, 79]
issue-day: ಶುಕ್ರವಾರ	[1188, 12, 1226, 27]
registration-dots-3: ●●●●	[840, 1992, 876, 2002]
awareness-photo	[900, 1304, 1030, 1454]
pullquote-author	[544, 778, 734, 792]
kiru-story1-dateline: ರಾಮನಗರ:	[49, 215, 82, 225]
color-bar-grey	[40, 1568, 470, 1573]
tree-planting-photo-1	[296, 100, 596, 322]
tree-planting-caption: ಕನಕಪುರ ತಾಲೂಕು ಶಿವನಹಳ್ಳಿ ಗ್ರಾಮ ಪಂಚಾಯಿತಿ ವತಿಯಿಂದ ವಿಶ್ವ ಪರಿಸರ ದಿನಾಚರಣೆ ಅಂಗವಾಗಿ ರುದ್ರಭೂಮಿ ಆವರಣದಲ್ಲಿ ಸಸಿ ನೆಡುವ ಕಾರ್ಯಕ್ರಮಕ್ಕೆ ಚಾಲನೆ ನೀಡಲಾಯಿತು.	[296, 331, 578, 356]
khata-distribution-photo	[530, 518, 980, 696]
kiru-suddi-title	[124, 110, 182, 134]
issue-date: 6 ಜೂನ್ 2025	[1168, 32, 1235, 45]
bottom-column-divider	[710, 1584, 711, 1984]
paper-name[interactable]: ಹೊಸದಿಗಂತ	[112, 9, 218, 39]
top-row-divider	[282, 394, 1300, 396]
kids-kicker: ಮೀಡಿಯಾ ಬ್ಯಾಂಕ್ ಆಫೀಸ್ ಕಂಪನಿ ವ್ಯವಸ್ಥಾಪಕ ನಿರ್ದೇಶಕ ಎಸ್.ರಘು ಸಲಹೆ	[724, 1588, 1069, 1604]
emblem-icon	[86, 16, 108, 38]
pullquote-author-text: ಕೆ.ಶೇಷಾದ್ರಿ, ನಗರಸಭೆ ಅಧ್ಯಕ್ಷ	[554, 778, 639, 788]
lead-dateline: ರಾಮನಗರ:	[305, 512, 338, 522]
issue-city: ಬೆಂಗಳೂರು	[1180, 52, 1218, 63]
masthead-divider	[40, 80, 1300, 81]
kiru-story2-body	[40, 756, 262, 1006]
kids-body	[724, 1662, 904, 1980]
water-text: ತಾಲೂಕಿನ ಚೀಲೂರು ಗ್ರಾಮ ಪಂಚಾಯಿತಿ ವ್ಯಾಪ್ತಿಯ ಹುಲಿಕಲ್ಲುದೊಡ್ಡಿ ಗ್ರಾಮದಲ್ಲಿ ಕಳೆದ 2 ದಿನಗಳಿಂದ ಕಲುಷಿತ ನೀರು ಪೂರೈಕೆಯಾಗುತ್ತಿದ್ದು, ಜನರಲ್ಲಿ ಆತಂಕ ಸೃಷ್ಟಿಯಾಗಿದೆ. ಈ ಬಗ್ಗೆ ಗ್ರಾಮ ಪಂಚಾಯಿತಿಯ ಅಧಿಕಾರಿಗಳ ಗಮನಕ್ಕೆ ತಂದರೂ ಯಾವುದೇ ಕ್ರಮ ಕೈಗೊಂಡಿಲ್ಲ ಎಂದು ಗ್ರಾಮಸ್ಥರು ಆರೋಪಿಸಿದ್ದಾರೆ. ನೀರಿನ ಪೈಪ್‌ಲೈನ್‌ನಲ್ಲಿ ಚರಂಡಿ ನೀರು ಸೇರುತ್ತಿರುವ ಶಂಕೆ ವ್ಯಕ್ತವಾಗಿದ್ದು, ಕಲುಷಿತ ನೀರು ಸೇವಿಸಿ ಗ್ರಾಮದಲ್ಲಿ ಅನಾರೋಗ್ಯ ಹರಡುವ ಭೀತಿ ಎದುರಾಗಿದೆ. ಕೂಡಲೇ ಅಧಿಕಾರಿಗಳು ಸ್ಥಳಕ್ಕೆ ಭೇಟಿ ನೀಡಿ ಪರಿಶೀಲಿಸಬೇಕು.	[696, 1024, 916, 1113]
awareness-dateline: ರಾಮನಗರ:	[705, 1298, 738, 1308]
mp-portrait-photo	[200, 235, 262, 313]
camp-body-3: ಸುಸ್ಥಿರ ಅಭಿವೃದ್ಧಿಗಾಗಿ ಪರಿಸರ ಸಂರಕ್ಷಣೆ ಅಗತ್ಯ. ಜಲ ಸಂರಕ್ಷಣೆ, ಮಣ್ಣಿನ ಸವಕಳಿ ತಡೆ ಹಾಗೂ ಹಸಿರು ಹೊದಿಕೆ ಹೆಚ್ಚಿಸುವ ಕುರಿತು ಮಾಹಿತಿ ನೀಡಲಾಯಿತು. ಮಕ್ಕಳು ತಮ್ಮ ಮನೆಗಳಲ್ಲಿ ಪೋಷಕರಿಗೂ ಈ ಬಗ್ಗೆ ತಿಳಿಸಬೇಕು ಎಂದು ಸಲಹೆ ನೀಡಿದರು.	[478, 1662, 696, 1695]
camp-kicker: ರಾಜ್ಯಾದ್ಯಂತ 73 ಕೋಟಿಗೂ ಅಧಿಕ ವಿವಿಧ ಸಸಿ ನೆಟ್ಟು ಪೋಷಿಸಿದ ಕೀರ್ತಿಗೆ ಶ್ರೀಕ್ಷೇತ್ರ ಸಂಸ್ಥೆ ಭಾಜನ	[40, 1588, 469, 1604]
bus-headline[interactable]: ಬಸ್ ಇಲ್ಲದೆ ಪರದಾಟ	[1010, 405, 1211, 438]
weather-min-label: ಕನಿಷ್ಠ	[707, 68, 725, 79]
kids-dateline: ಗುಬ್ಬಿ:	[733, 1662, 751, 1672]
